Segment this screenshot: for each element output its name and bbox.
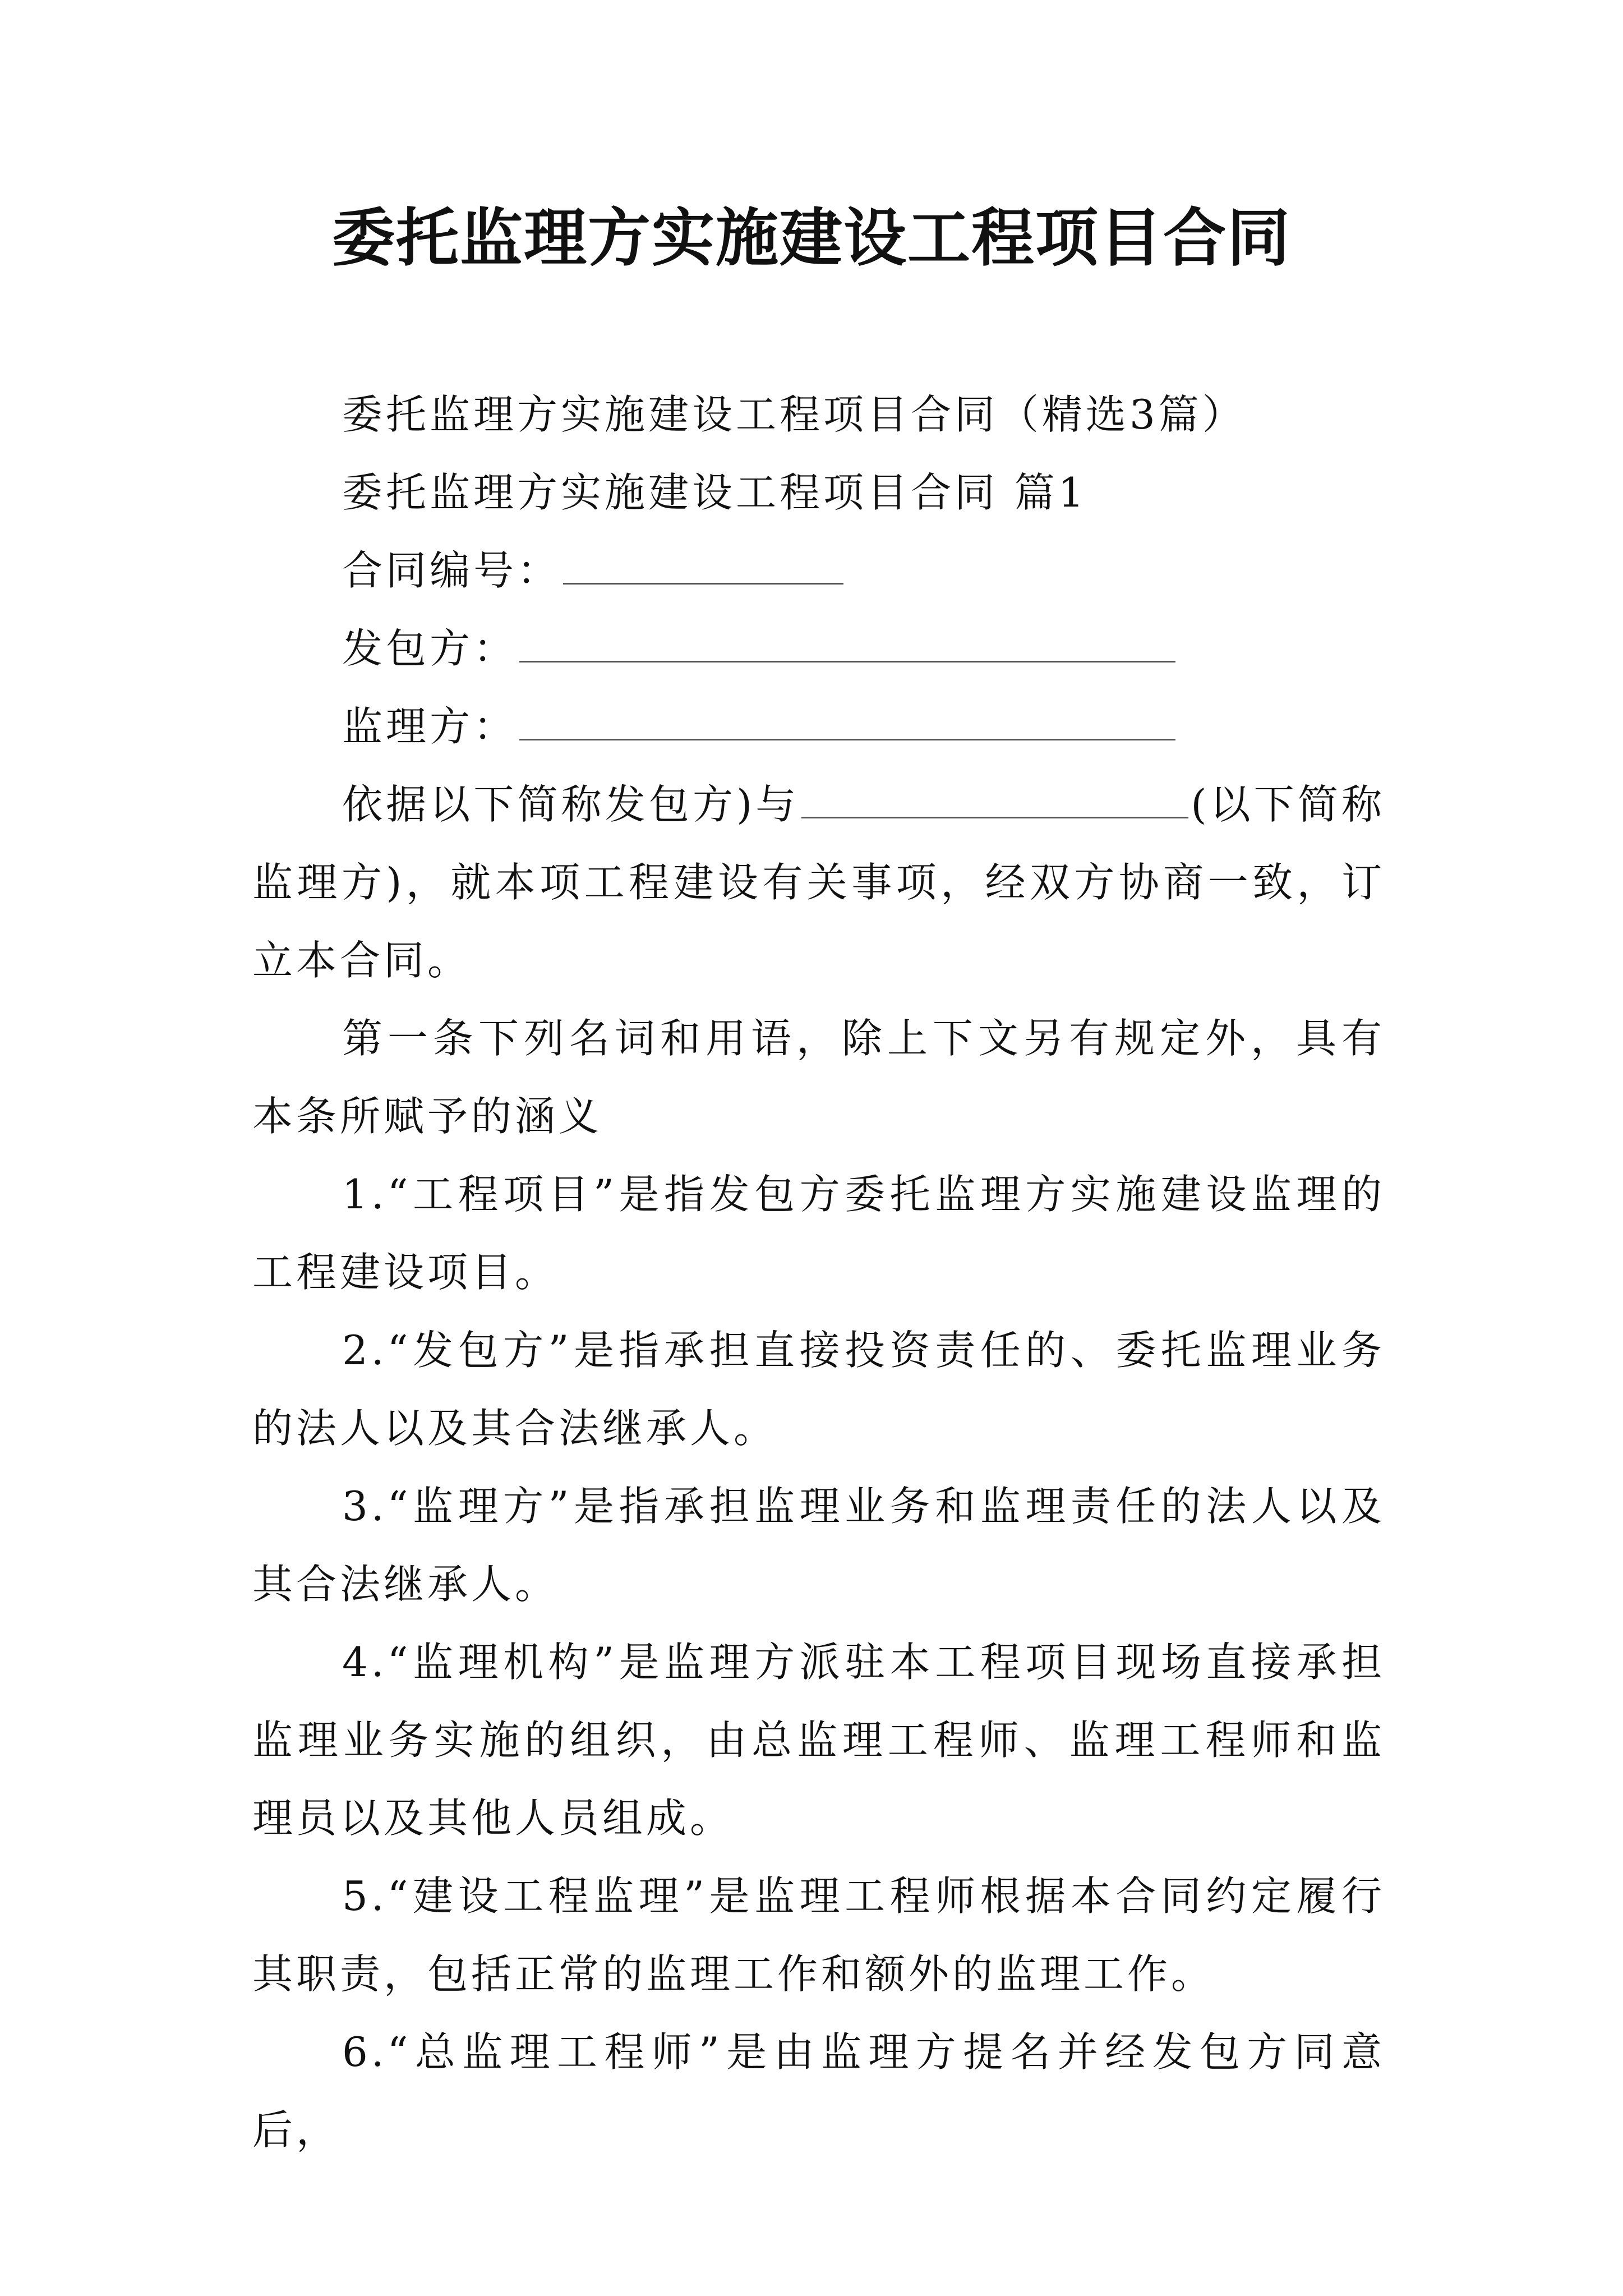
intro-paragraph bbox=[252, 766, 1385, 1000]
intro-part2: (以下简称监理方)，就本项工程建设有关事项，经双方协商一致，订立本合同。 bbox=[252, 781, 1385, 984]
document-body bbox=[252, 376, 1385, 2169]
supervisor-label: 监理方： bbox=[342, 703, 518, 750]
employer-label: 发包方： bbox=[342, 625, 518, 672]
section-heading: 委托监理方实施建设工程项目合同 篇1 bbox=[342, 469, 1087, 516]
definition-4: 4.“监理机构”是监理方派驻本工程项目现场直接承担监理业务实施的组织，由总监理工程师、监理工程师和监理员以及其他人员组成。 bbox=[252, 1639, 1385, 1842]
intro-part1: 依据以下简称发包方)与 bbox=[342, 781, 800, 828]
intro-blank bbox=[801, 783, 1188, 818]
definition-6: 6.“总监理工程师”是由监理方提名并经发包方同意后， bbox=[252, 2028, 1385, 2154]
article-1: 第一条下列名词和用语，除上下文另有规定外，具有本条所赋予的涵义 bbox=[252, 1015, 1385, 1140]
definition-5: 5.“建设工程监理”是监理工程师根据本合同约定履行其职责，包括正常的监理工作和额外的监理工作。 bbox=[252, 1872, 1385, 1998]
definition-2: 2.“发包方”是指承担直接投资责任的、委托监理业务的法人以及其合法继承人。 bbox=[252, 1327, 1385, 1452]
employer-blank bbox=[519, 627, 1175, 662]
definition-1: 1.“工程项目”是指发包方委托监理方实施建设监理的工程建设项目。 bbox=[252, 1171, 1385, 1296]
contract-number-blank bbox=[563, 549, 843, 585]
contract-number-label: 合同编号： bbox=[342, 547, 561, 594]
supervisor-blank bbox=[519, 705, 1175, 740]
definition-3: 3.“监理方”是指承担监理业务和监理责任的法人以及其合法继承人。 bbox=[252, 1483, 1385, 1608]
contract-number-line bbox=[252, 532, 1385, 610]
subtitle: 委托监理方实施建设工程项目合同（精选3篇） bbox=[342, 391, 1246, 438]
document-title: 委托监理方实施建设工程项目合同 bbox=[332, 202, 1291, 275]
supervisor-line bbox=[252, 688, 1385, 766]
employer-line bbox=[252, 610, 1385, 688]
